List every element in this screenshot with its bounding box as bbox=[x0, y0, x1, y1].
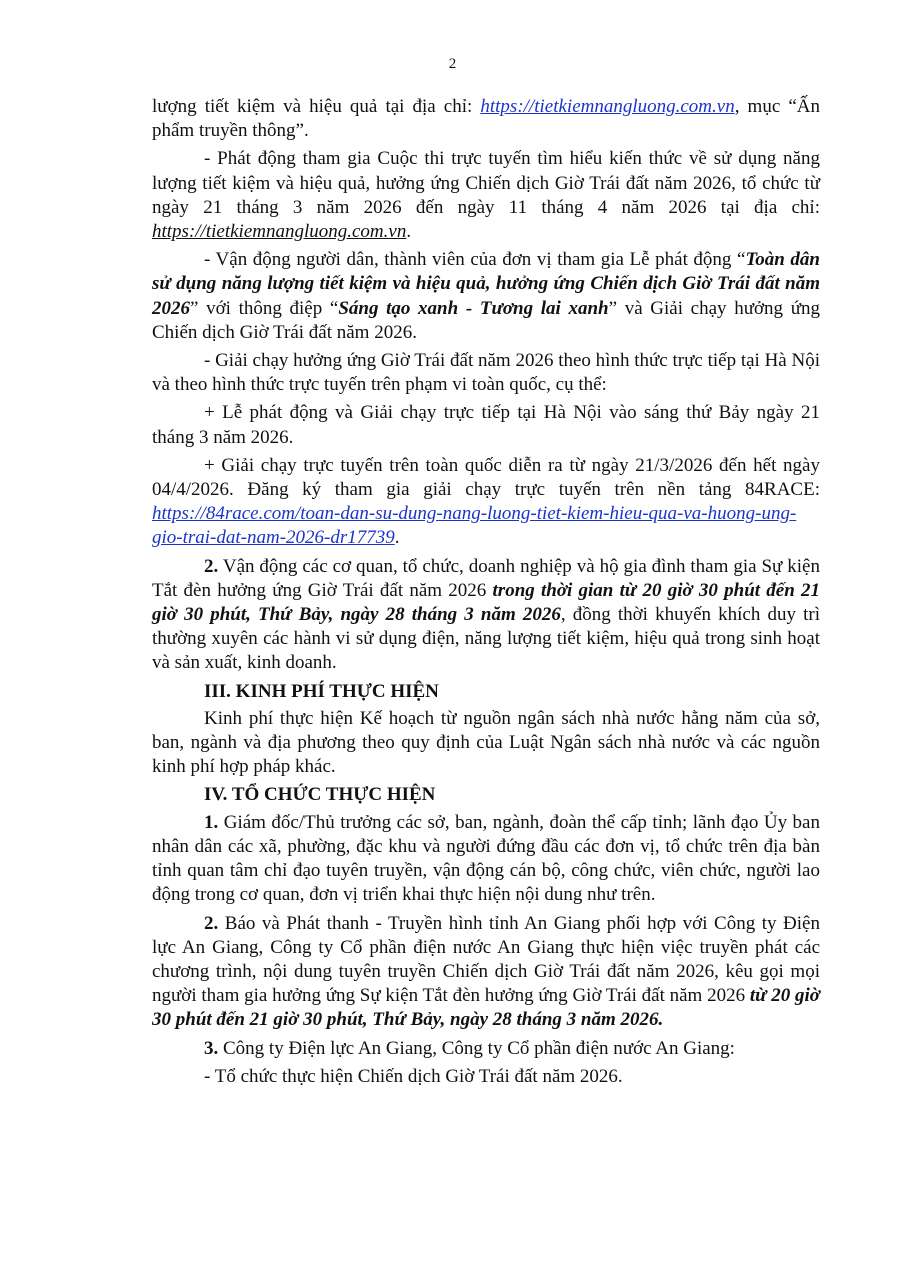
text: , mục “Ấn phẩm truyền thông”. bbox=[152, 96, 820, 142]
paragraph-race-hanoi: + Lễ phát động và Giải chạy trực tiếp tại Hà Nội vào sáng thứ Bảy ngày 21 tháng 3 năm 2026. bbox=[152, 402, 820, 448]
slogan: Sáng tạo xanh - Tương lai xanh bbox=[338, 297, 609, 319]
text: - Vận động người dân, thành viên của đơn vị tham gia Lễ phát động “ bbox=[204, 249, 746, 271]
paragraph-online-contest bbox=[152, 147, 820, 244]
contest-link[interactable]: https://tietkiemnangluong.com.vn bbox=[152, 221, 407, 243]
paragraph-launch-ceremony bbox=[152, 248, 820, 345]
text: Báo và Phát thanh - Truyền hình tỉnh An Giang phối hợp với Công ty Điện lực An Giang, Công ty Cổ phần điện nước An Giang thực hiện việc truyền phát các chương trình, nội dung tuyên truyền Chiến dịch Giờ Trái đất năm 2026, kêu gọi mọi người tham gia hưởng ứng Sự kiện Tắt đèn hưởng ứng Giờ Trái đất năm 2026 bbox=[152, 912, 820, 1007]
text: Vận động các cơ quan, tổ chức, doanh nghiệp và hộ gia đình tham gia Sự kiện Tắt đèn hưởng ứng Giờ Trái đất năm 2026 bbox=[152, 555, 820, 601]
paragraph-organize-campaign: - Tổ chức thực hiện Chiến dịch Giờ Trái đất năm 2026. bbox=[204, 1065, 623, 1087]
section-heading-implementation: IV. TỔ CHỨC THỰC HIỆN bbox=[204, 784, 436, 806]
paragraph-funding: Kinh phí thực hiện Kế hoạch từ nguồn ngân sách nhà nước hằng năm của sở, ban, ngành và địa phương theo quy định của Luật Ngân sách nhà nước và các nguồn kinh phí hợp pháp khác. bbox=[152, 707, 820, 778]
page-number: 2 bbox=[448, 56, 457, 72]
paragraph-address-continuation bbox=[152, 95, 820, 143]
paragraph-directors bbox=[152, 811, 820, 908]
website-link[interactable]: https://tietkiemnangluong.com.vn bbox=[480, 96, 735, 117]
paragraph-broadcast bbox=[152, 912, 820, 1033]
text: Công ty Điện lực An Giang, Công ty Cổ phần điện nước An Giang: bbox=[218, 1037, 735, 1059]
section-heading-funding: III. KINH PHÍ THỰC HIỆN bbox=[204, 680, 439, 702]
event-time: từ 20 giờ 30 phút đến 21 giờ 30 phút, Thứ Bảy, ngày 28 tháng 3 năm 2026. bbox=[152, 985, 820, 1031]
paragraph-race-online bbox=[152, 454, 820, 551]
race-registration-link[interactable]: https://84race.com/toan-dan-su-dung-nang-luong-tiet-kiem-hieu-qua-va-huong-ung-gio-trai-dat-nam-2026-dr17739 bbox=[152, 503, 797, 549]
document-body bbox=[152, 95, 820, 1093]
ceremony-title: Toàn dân sử dụng năng lượng tiết kiệm và hiệu quả, hưởng ứng Chiến dịch Giờ Trái đất năm 2026 bbox=[152, 249, 820, 319]
paragraph-running-race: - Giải chạy hưởng ứng Giờ Trái đất năm 2026 theo hình thức trực tiếp tại Hà Nội và theo hình thức trực tuyến trên phạm vi toàn quốc, cụ thể: bbox=[152, 350, 820, 396]
item-number: 1. bbox=[204, 811, 219, 833]
paragraph-power-companies bbox=[152, 1037, 820, 1061]
text: . bbox=[406, 221, 412, 243]
text: ” và Giải chạy hưởng ứng Chiến dịch Giờ Trái đất năm 2026. bbox=[152, 297, 820, 343]
text: ” với thông điệp “ bbox=[190, 297, 339, 319]
item-number: 3. bbox=[204, 1037, 219, 1059]
event-time: trong thời gian từ 20 giờ 30 phút đến 21 giờ 30 phút, Thứ Bảy, ngày 28 tháng 3 năm 2026 bbox=[152, 579, 820, 626]
text: + Giải chạy trực tuyến trên toàn quốc diễn ra từ ngày 21/3/2026 đến hết ngày 04/4/2026. Đăng ký tham gia giải chạy trực tuyến trên nền tảng 84RACE: bbox=[152, 454, 820, 501]
text: , đồng thời khuyến khích duy trì thường xuyên các hành vi sử dụng điện, năng lượng tiết kiệm, hiệu quả trong sinh hoạt và sản xuất, kinh doanh. bbox=[152, 604, 820, 674]
text: lượng tiết kiệm và hiệu quả tại địa chỉ: bbox=[152, 96, 481, 117]
text: Giám đốc/Thủ trưởng các sở, ban, ngành, đoàn thể cấp tỉnh; lãnh đạo Ủy ban nhân dân các xã, phường, đặc khu và người đứng đầu các đơn vị, tổ chức trên địa bàn tỉnh quan tâm chỉ đạo tuyên truyền, vận động cán bộ, công chức, viên chức, người lao động trong cơ quan, đơn vị triển khai thực hiện nội dung như trên. bbox=[152, 811, 820, 906]
item-number: 2. bbox=[204, 912, 219, 934]
paragraph-lights-off-event bbox=[152, 555, 820, 676]
text: . bbox=[394, 527, 400, 549]
text: - Phát động tham gia Cuộc thi trực tuyến tìm hiểu kiến thức về sử dụng năng lượng tiết kiệm và hiệu quả, hưởng ứng Chiến dịch Giờ Trái đất năm 2026, tổ chức từ ngày 21 tháng 3 năm 2026 đến ngày 11 tháng 4 năm 2026 tại địa chỉ: bbox=[152, 148, 820, 218]
item-number: 2. bbox=[204, 555, 219, 577]
